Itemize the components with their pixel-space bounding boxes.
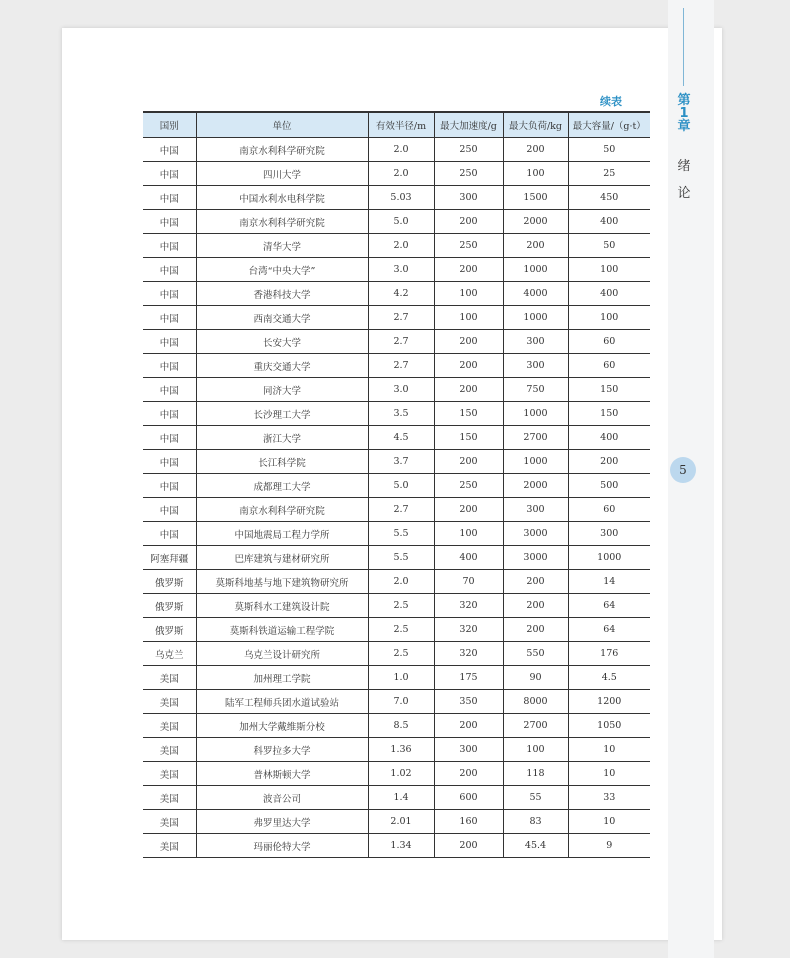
table-cell: 550 [503, 642, 568, 666]
table-cell: 2.0 [368, 138, 434, 162]
table-cell: 1.02 [368, 762, 434, 786]
table-cell: 1000 [568, 546, 650, 570]
table-cell: 2700 [503, 426, 568, 450]
table-cell: 200 [434, 834, 503, 858]
table-cell: 2.01 [368, 810, 434, 834]
column-header: 最大容量/（g·t） [568, 112, 650, 138]
table-cell: 200 [434, 714, 503, 738]
table-cell: 同济大学 [196, 378, 368, 402]
table-cell: 乌克兰 [143, 642, 196, 666]
table-cell: 2.7 [368, 306, 434, 330]
table-cell: 长沙理工大学 [196, 402, 368, 426]
table-row [143, 618, 650, 642]
table-cell: 2.0 [368, 162, 434, 186]
table-cell: 600 [434, 786, 503, 810]
table-cell: 200 [434, 762, 503, 786]
table-header-row [143, 112, 650, 138]
table-row [143, 330, 650, 354]
table-cell: 南京水利科学研究院 [196, 138, 368, 162]
table-cell: 中国 [143, 450, 196, 474]
table-row [143, 186, 650, 210]
table-cell: 14 [568, 570, 650, 594]
table-cell: 5.5 [368, 546, 434, 570]
table-cell: 中国 [143, 282, 196, 306]
table-cell: 300 [434, 738, 503, 762]
table-cell: 西南交通大学 [196, 306, 368, 330]
table-cell: 64 [568, 618, 650, 642]
table-row [143, 666, 650, 690]
table-row [143, 642, 650, 666]
table-cell: 中国 [143, 306, 196, 330]
table-row [143, 282, 650, 306]
table-cell: 2.7 [368, 498, 434, 522]
table-row [143, 450, 650, 474]
table-cell: 浙江大学 [196, 426, 368, 450]
table-cell: 60 [568, 330, 650, 354]
table-cell: 阿塞拜疆 [143, 546, 196, 570]
table-cell: 四川大学 [196, 162, 368, 186]
table-cell: 1200 [568, 690, 650, 714]
table-row [143, 834, 650, 858]
table-row [143, 714, 650, 738]
table-cell: 50 [568, 138, 650, 162]
table-row [143, 498, 650, 522]
table-cell: 1000 [503, 402, 568, 426]
table-cell: 中国地震局工程力学所 [196, 522, 368, 546]
table-cell: 巴库建筑与建材研究所 [196, 546, 368, 570]
table-cell: 香港科技大学 [196, 282, 368, 306]
table-cell: 美国 [143, 666, 196, 690]
table-row [143, 138, 650, 162]
table-cell: 中国 [143, 426, 196, 450]
column-header: 单位 [196, 112, 368, 138]
table-cell: 中国 [143, 162, 196, 186]
table-cell: 400 [434, 546, 503, 570]
table-cell: 中国水利水电科学院 [196, 186, 368, 210]
chapter-title-char: 论 [677, 186, 691, 201]
chapter-char: 章 [677, 119, 691, 134]
table-cell: 200 [434, 378, 503, 402]
table-cell: 1000 [503, 306, 568, 330]
table-row [143, 258, 650, 282]
table-cell: 200 [568, 450, 650, 474]
table-cell: 1500 [503, 186, 568, 210]
table-cell: 弗罗里达大学 [196, 810, 368, 834]
table-cell: 1.0 [368, 666, 434, 690]
table-cell: 美国 [143, 834, 196, 858]
column-header: 有效半径/m [368, 112, 434, 138]
table-cell: 4.5 [568, 666, 650, 690]
table-cell: 5.0 [368, 474, 434, 498]
table-cell: 64 [568, 594, 650, 618]
table-cell: 150 [568, 402, 650, 426]
table-cell: 南京水利科学研究院 [196, 498, 368, 522]
table-cell: 3.5 [368, 402, 434, 426]
table-cell: 200 [434, 354, 503, 378]
table-cell: 250 [434, 474, 503, 498]
table-cell: 320 [434, 642, 503, 666]
table-cell: 中国 [143, 138, 196, 162]
table-cell: 1.4 [368, 786, 434, 810]
table-cell: 400 [568, 282, 650, 306]
table-cell: 100 [434, 306, 503, 330]
page-number: 5 [670, 457, 696, 483]
table-cell: 长安大学 [196, 330, 368, 354]
table-cell: 1.34 [368, 834, 434, 858]
table-cell: 200 [503, 618, 568, 642]
table-row [143, 234, 650, 258]
table-cell: 5.0 [368, 210, 434, 234]
table-cell: 中国 [143, 498, 196, 522]
table-cell: 200 [434, 450, 503, 474]
table-cell: 200 [503, 138, 568, 162]
table-cell: 中国 [143, 354, 196, 378]
table-cell: 118 [503, 762, 568, 786]
table-cell: 3000 [503, 522, 568, 546]
table-cell: 台湾“中央大学” [196, 258, 368, 282]
table-cell: 300 [503, 354, 568, 378]
table-cell: 4000 [503, 282, 568, 306]
table-cell: 美国 [143, 738, 196, 762]
table-cell: 10 [568, 738, 650, 762]
table-cell: 200 [434, 210, 503, 234]
table-cell: 1000 [503, 450, 568, 474]
table-cell: 200 [503, 234, 568, 258]
table-cell: 9 [568, 834, 650, 858]
table-cell: 玛丽伦特大学 [196, 834, 368, 858]
table-cell: 3.7 [368, 450, 434, 474]
table-cell: 美国 [143, 810, 196, 834]
table-cell: 200 [434, 258, 503, 282]
column-header: 最大负荷/kg [503, 112, 568, 138]
table-row [143, 522, 650, 546]
table-cell: 2000 [503, 210, 568, 234]
table-cell: 中国 [143, 234, 196, 258]
table-cell: 南京水利科学研究院 [196, 210, 368, 234]
table-cell: 2.0 [368, 234, 434, 258]
table-cell: 加州理工学院 [196, 666, 368, 690]
table-cell: 8.5 [368, 714, 434, 738]
table-cell: 175 [434, 666, 503, 690]
table-cell: 4.2 [368, 282, 434, 306]
table-cell: 350 [434, 690, 503, 714]
table-cell: 5.03 [368, 186, 434, 210]
table-cell: 3.0 [368, 378, 434, 402]
table-cell: 俄罗斯 [143, 618, 196, 642]
table-cell: 2.0 [368, 570, 434, 594]
table-cell: 俄罗斯 [143, 594, 196, 618]
table-cell: 70 [434, 570, 503, 594]
table-cell: 55 [503, 786, 568, 810]
table-cell: 中国 [143, 378, 196, 402]
table-cell: 300 [568, 522, 650, 546]
table-row [143, 402, 650, 426]
table-cell: 300 [434, 186, 503, 210]
table-cell: 150 [434, 402, 503, 426]
table-cell: 100 [568, 306, 650, 330]
table-cell: 50 [568, 234, 650, 258]
table-cell: 俄罗斯 [143, 570, 196, 594]
table-cell: 250 [434, 234, 503, 258]
table-cell: 320 [434, 594, 503, 618]
table-row [143, 426, 650, 450]
table-cell: 中国 [143, 186, 196, 210]
table-cell: 100 [434, 522, 503, 546]
table-cell: 2.7 [368, 354, 434, 378]
table-cell: 3.0 [368, 258, 434, 282]
table-row [143, 762, 650, 786]
table-cell: 中国 [143, 522, 196, 546]
table-cell: 400 [568, 210, 650, 234]
table-cell: 中国 [143, 402, 196, 426]
table-cell: 150 [568, 378, 650, 402]
table-cell: 176 [568, 642, 650, 666]
table-cell: 美国 [143, 714, 196, 738]
table-cell: 100 [434, 282, 503, 306]
table-cell: 中国 [143, 210, 196, 234]
table-cell: 400 [568, 426, 650, 450]
table-row [143, 306, 650, 330]
table-cell: 90 [503, 666, 568, 690]
table-cell: 45.4 [503, 834, 568, 858]
table-cell: 3000 [503, 546, 568, 570]
table-row [143, 162, 650, 186]
table-cell: 100 [503, 162, 568, 186]
table-cell: 清华大学 [196, 234, 368, 258]
table-cell: 美国 [143, 690, 196, 714]
table-cell: 60 [568, 498, 650, 522]
chapter-number: 1 [679, 106, 689, 121]
sidebar-rule [683, 8, 684, 86]
table-cell: 150 [434, 426, 503, 450]
table-cell: 4.5 [368, 426, 434, 450]
centrifuge-table [143, 111, 650, 858]
table-cell: 200 [503, 594, 568, 618]
table-cell: 加州大学戴维斯分校 [196, 714, 368, 738]
table-cell: 中国 [143, 474, 196, 498]
column-header: 最大加速度/g [434, 112, 503, 138]
table-cell: 300 [503, 330, 568, 354]
table-row [143, 786, 650, 810]
table-cell: 1000 [503, 258, 568, 282]
table-cell: 200 [434, 498, 503, 522]
table-cell: 60 [568, 354, 650, 378]
table-cell: 科罗拉多大学 [196, 738, 368, 762]
table-cell: 美国 [143, 762, 196, 786]
chapter-title-char: 绪 [677, 159, 691, 174]
table-cell: 8000 [503, 690, 568, 714]
table-cell: 83 [503, 810, 568, 834]
table-cell: 1.36 [368, 738, 434, 762]
table-cell: 成都理工大学 [196, 474, 368, 498]
table-cell: 750 [503, 378, 568, 402]
table-cell: 250 [434, 162, 503, 186]
table-cell: 1050 [568, 714, 650, 738]
table-cell: 陆军工程师兵团水道试验站 [196, 690, 368, 714]
table-cell: 2.5 [368, 594, 434, 618]
table-cell: 200 [434, 330, 503, 354]
table-cell: 33 [568, 786, 650, 810]
table-cell: 莫斯科地基与地下建筑物研究所 [196, 570, 368, 594]
table-cell: 200 [503, 570, 568, 594]
table-cell: 中国 [143, 330, 196, 354]
table-cell: 普林斯顿大学 [196, 762, 368, 786]
table-cell: 5.5 [368, 522, 434, 546]
table-cell: 2.7 [368, 330, 434, 354]
table-cell: 2700 [503, 714, 568, 738]
table-cell: 2000 [503, 474, 568, 498]
table-row [143, 690, 650, 714]
table-cell: 2.5 [368, 618, 434, 642]
table-cell: 莫斯科铁道运输工程学院 [196, 618, 368, 642]
table-row [143, 570, 650, 594]
table-cell: 波音公司 [196, 786, 368, 810]
table-cell: 500 [568, 474, 650, 498]
column-header: 国别 [143, 112, 196, 138]
table-row [143, 810, 650, 834]
table-cell: 100 [568, 258, 650, 282]
table-cell: 重庆交通大学 [196, 354, 368, 378]
table-row [143, 594, 650, 618]
chapter-char: 第 [677, 93, 691, 108]
table-cell: 300 [503, 498, 568, 522]
table-cell: 长江科学院 [196, 450, 368, 474]
table-cell: 美国 [143, 786, 196, 810]
table-cell: 10 [568, 762, 650, 786]
table-cell: 乌克兰设计研究所 [196, 642, 368, 666]
table-caption: 续表 [600, 95, 622, 108]
table-cell: 7.0 [368, 690, 434, 714]
table-cell: 450 [568, 186, 650, 210]
table-row [143, 378, 650, 402]
table-cell: 中国 [143, 258, 196, 282]
table-cell: 160 [434, 810, 503, 834]
table-cell: 25 [568, 162, 650, 186]
table-row [143, 738, 650, 762]
table-cell: 10 [568, 810, 650, 834]
table-cell: 100 [503, 738, 568, 762]
table-row [143, 474, 650, 498]
table-cell: 莫斯科水工建筑设计院 [196, 594, 368, 618]
table-row [143, 354, 650, 378]
table-cell: 2.5 [368, 642, 434, 666]
table-row [143, 210, 650, 234]
table-cell: 320 [434, 618, 503, 642]
chapter-label [674, 94, 694, 133]
table-cell: 250 [434, 138, 503, 162]
table-row [143, 546, 650, 570]
